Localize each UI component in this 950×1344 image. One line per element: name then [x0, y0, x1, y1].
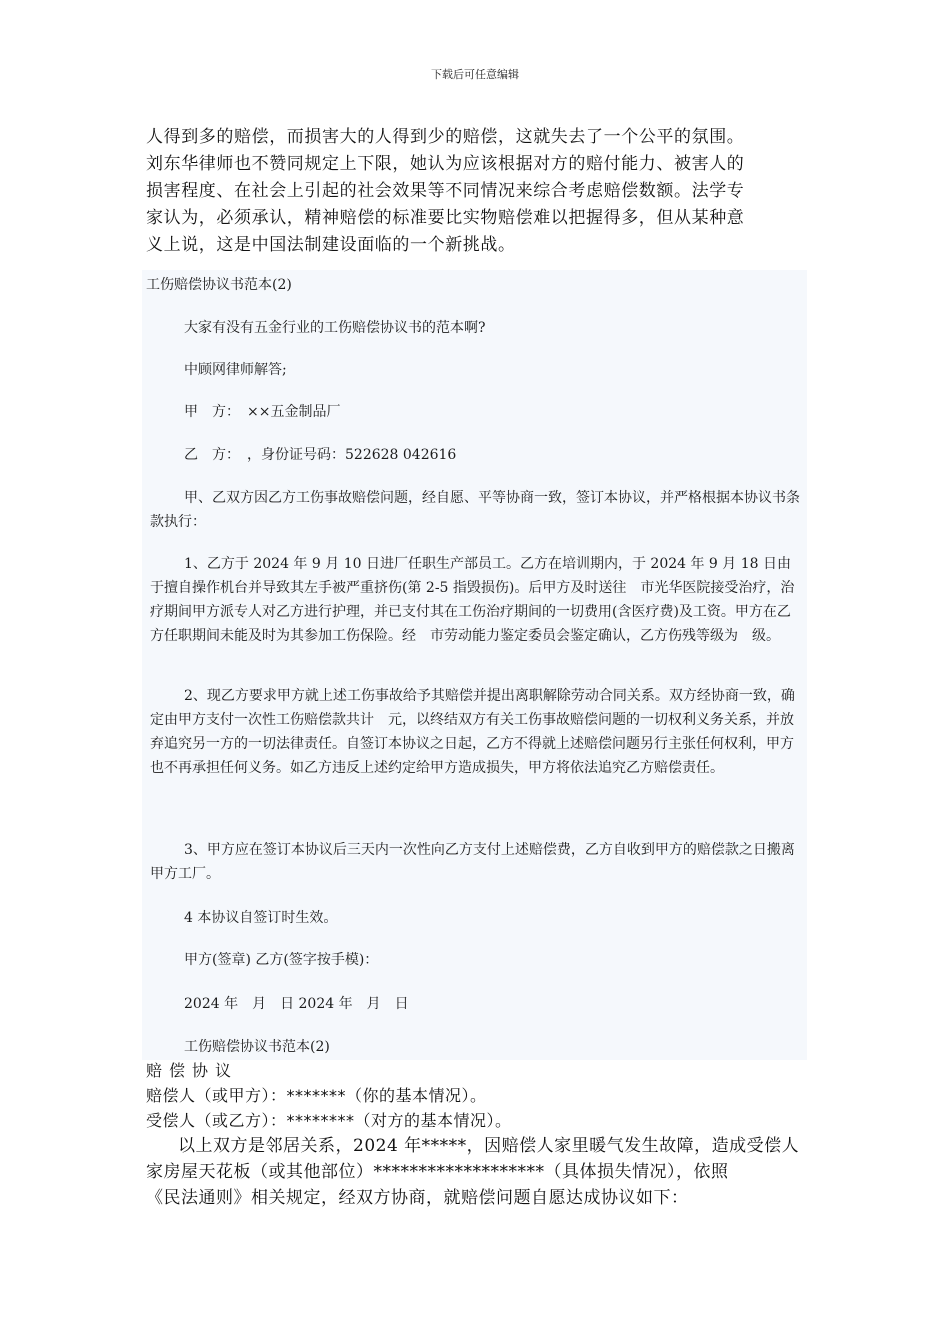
agreement-continuation: 《民法通则》相关规定，经双方协商，就赔偿问题自愿达成协议如下：: [146, 1188, 689, 1208]
date-line: 2024 年 月 日 2024 年 月 日: [184, 996, 409, 1012]
clause-3: 3、甲方应在签订本协议后三天内一次性向乙方支付上述赔偿费，乙方自收到甲方的赔偿款之日搬离甲方工厂。: [150, 842, 795, 882]
party-b: 乙 方： ，身份证号码：522628 042616: [184, 447, 457, 463]
clause-4: 4 本协议自签订时生效。: [184, 910, 338, 926]
intro-line: 义上说，这是中国法制建设面临的一个新挑战。: [146, 235, 516, 255]
intro-paragraph: [146, 124, 806, 259]
intro-line: 家认为，必须承认，精神赔偿的标准要比实物赔偿难以把握得多，但从某种意: [146, 208, 745, 228]
clause-1: 1、乙方于 2024 年 9 月 10 日进厂任职生产部员工。乙方在培训期内，于 2024 年 9 月 18 日由于擅自操作机台并导致其左手被严重挤伤(第 2-5 指毁损伤)。后甲方及时送往 市光华医院接受治疗，治疗期间甲方派专人对乙方进行护理，并已支付其在工伤治疗期间的一切费用(含医疗费)及工资。甲方在乙方任职期间未能及时为其参加工伤保险。经 市劳动能力鉴定委员会鉴定确认，乙方伤残等级为 级。: [150, 556, 795, 644]
payer-line: 赔偿人（或甲方）：*******（你的基本情况）。: [146, 1086, 487, 1105]
intro-line: 人得到多的赔偿，而损害大的人得到少的赔偿，这就失去了一个公平的氛围。: [146, 127, 745, 147]
intro-line: 刘东华律师也不赞同规定上下限，她认为应该根据对方的赔付能力、被害人的: [146, 154, 745, 174]
party-a: 甲 方： ××五金制品厂: [184, 404, 341, 420]
agreement-heading: 赔偿协议: [146, 1061, 239, 1080]
compensation-agreement: [146, 1058, 816, 1211]
question-text: 大家有没有五金行业的工伤赔偿协议书的范本啊?: [184, 320, 486, 336]
answer-label: 中顾网律师解答;: [184, 362, 287, 378]
clause-2: 2、现乙方要求甲方就上述工伤事故给予其赔偿并提出离职解除劳动合同关系。双方经协商一致，确定由甲方支付一次性工伤赔偿款共计 元，以终结双方有关工伤事故赔偿问题的一切权利义务关系，并放弃追究另一方的一切法律责任。自签订本协议之日起，乙方不得就上述赔偿问题另行主张任何权利，甲方也不再承担任何义务。如乙方违反上述约定给甲方造成损失，甲方将依法追究乙方赔偿责任。: [150, 688, 795, 776]
agreement-paragraph: 以上双方是邻居关系，2024 年*****，因赔偿人家里暖气发生故障，造成受偿人家房屋天花板（或其他部位）*******************（具体损失情况），依照: [146, 1136, 800, 1182]
section-title-repeat: 工伤赔偿协议书范本(2): [184, 1039, 330, 1055]
quoted-agreement-box: [142, 270, 807, 1060]
clause-intro: 甲、乙双方因乙方工伤事故赔偿问题，经自愿、平等协商一致，签订本协议，并严格根据本协议书条款执行：: [150, 490, 800, 530]
signature-line: 甲方(签章) 乙方(签字按手模)：: [184, 952, 379, 968]
section-title: 工伤赔偿协议书范本(2): [146, 277, 292, 293]
intro-line: 损害程度、在社会上引起的社会效果等不同情况来综合考虑赔偿数额。法学专: [146, 181, 745, 201]
payee-line: 受偿人（或乙方）：********（对方的基本情况）。: [146, 1111, 512, 1130]
page-header: 下载后可任意编辑: [431, 68, 519, 81]
